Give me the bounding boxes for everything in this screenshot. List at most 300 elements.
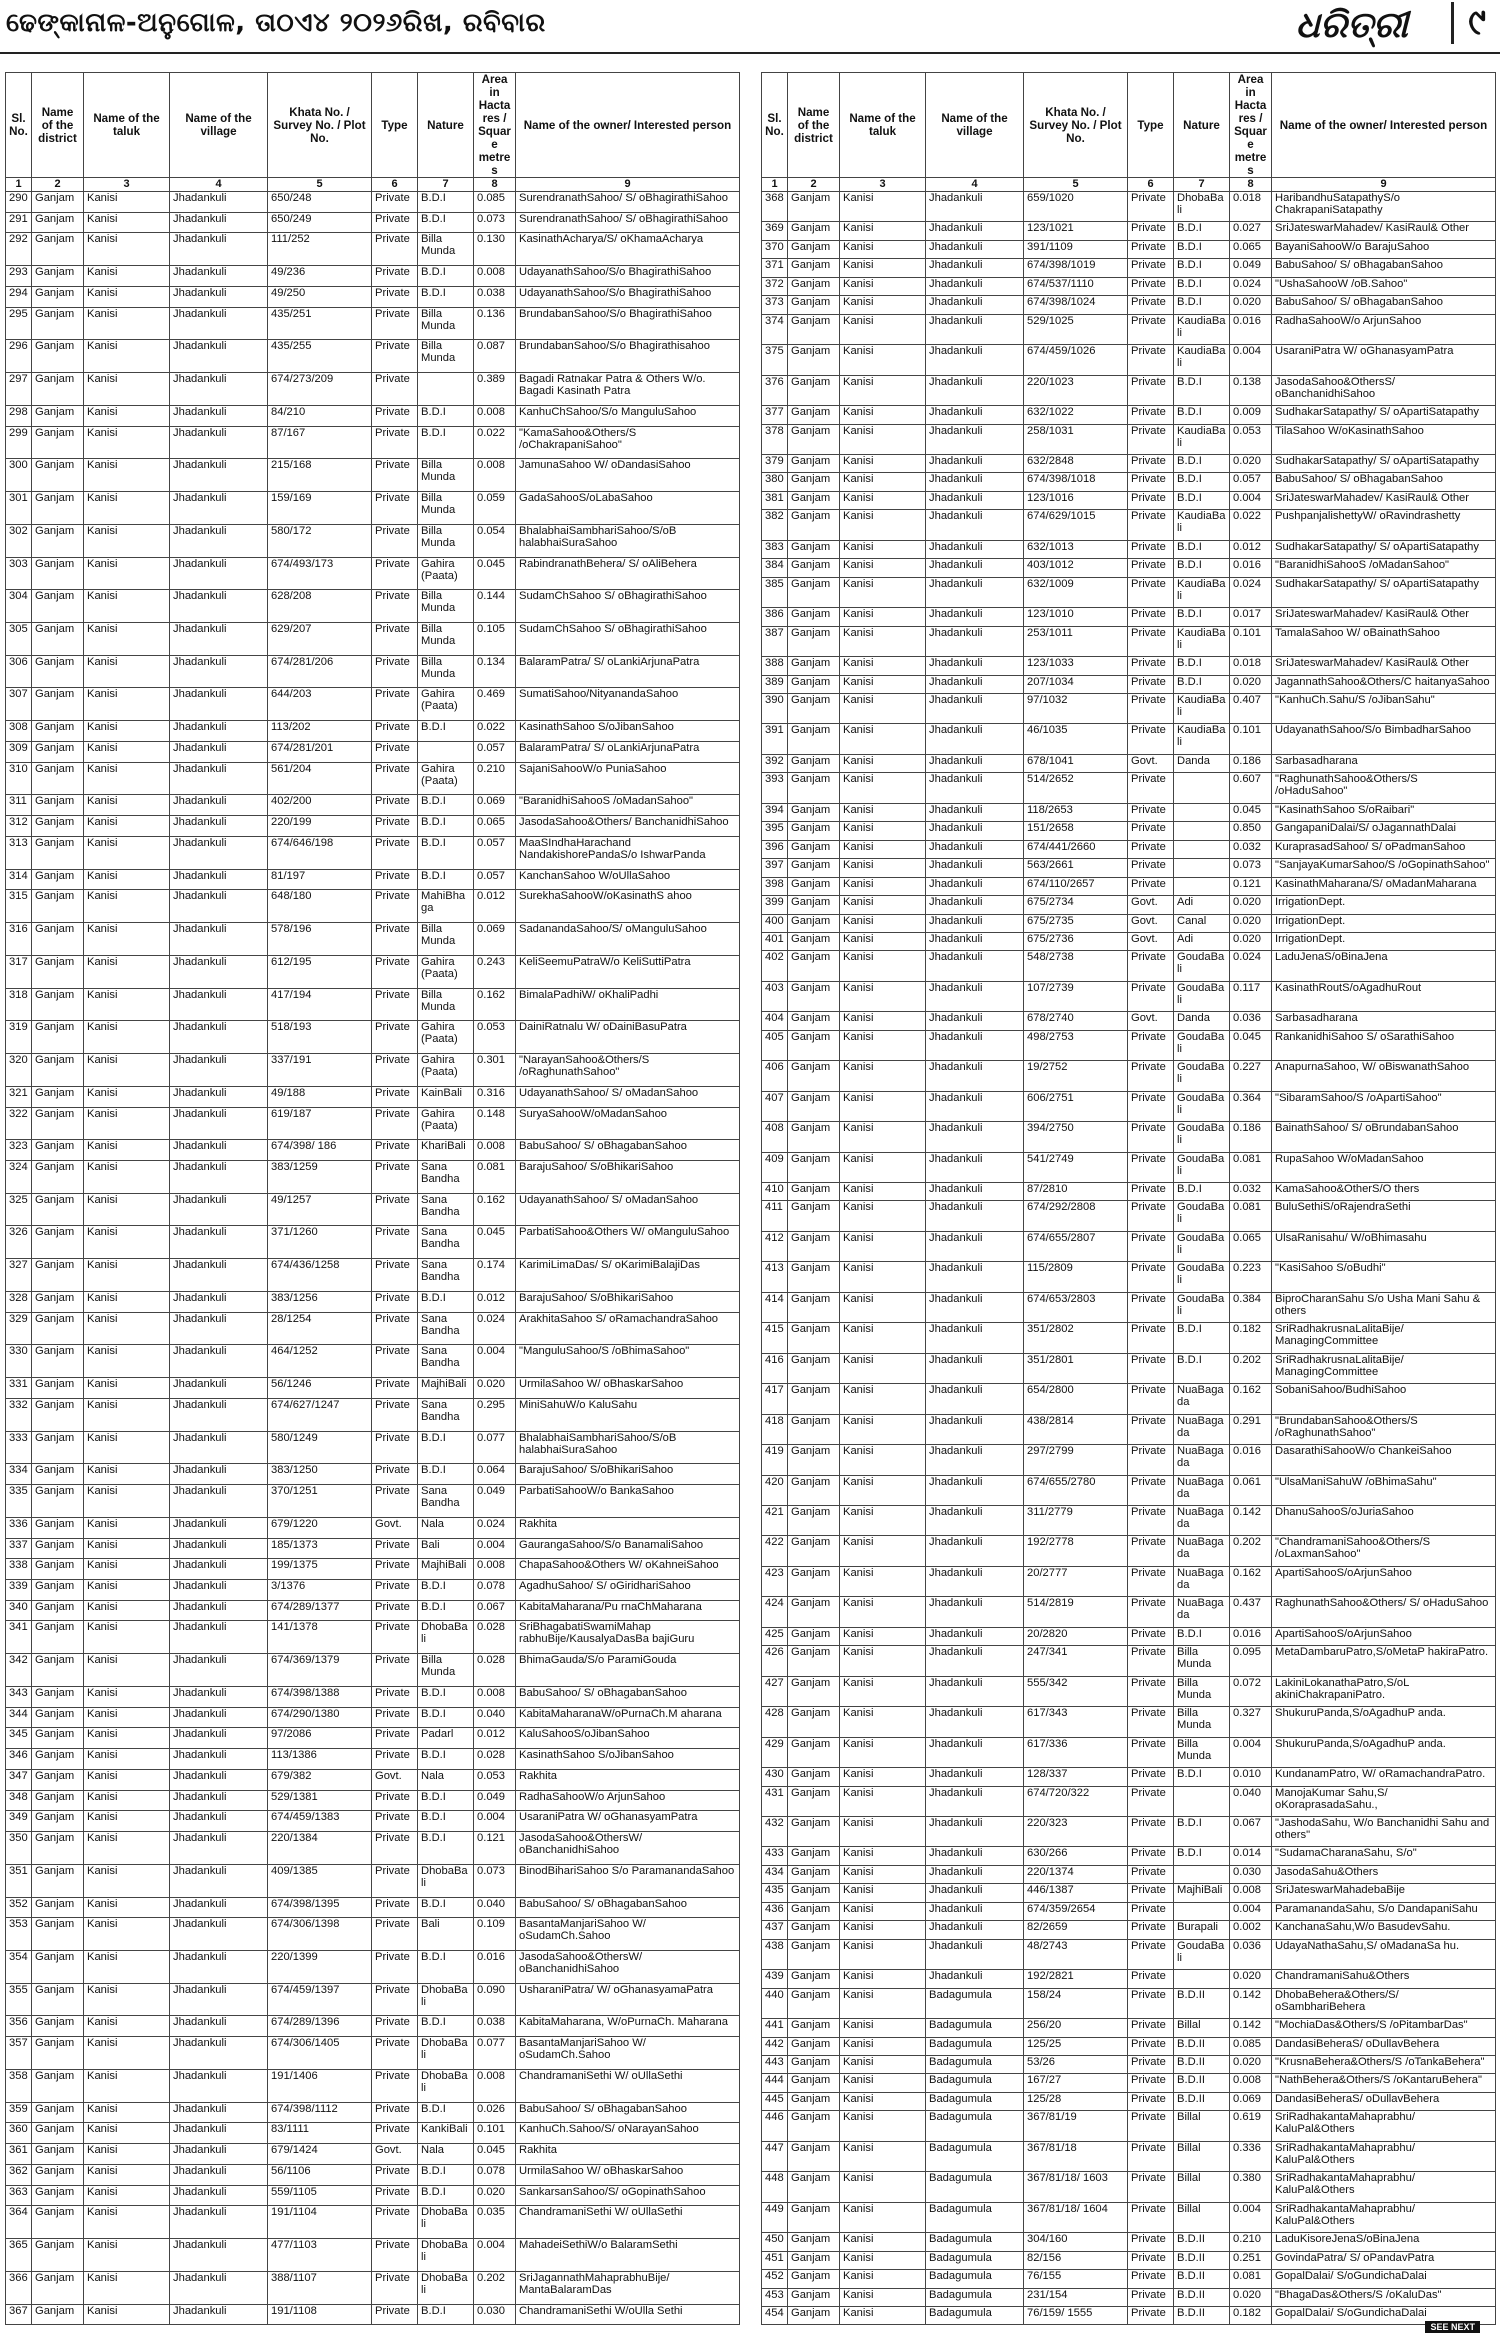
cell-nature: B.D.I	[418, 816, 474, 837]
cell-district: Ganjam	[788, 406, 840, 424]
cell-nature: Bali	[418, 1538, 474, 1559]
cell-slno: 388	[762, 657, 788, 675]
cell-slno: 377	[762, 406, 788, 424]
cell-village: Jhadankuli	[926, 754, 1024, 772]
cell-owner: SudamChSahoo S/ oBhagirathiSahoo	[516, 590, 740, 623]
cell-khata: 394/2750	[1024, 1122, 1128, 1152]
cell-khata: 191/1108	[268, 2304, 372, 2325]
cell-taluk: Kanisi	[840, 491, 926, 509]
cell-type: Private	[1128, 2233, 1174, 2251]
cell-taluk: Kanisi	[840, 1884, 926, 1902]
cell-owner: ParbatiSahooW/o BankaSahoo	[516, 1485, 740, 1518]
table-row	[762, 1768, 1496, 1786]
column-number-row	[6, 178, 740, 192]
cell-owner: ShukuruPanda,S/oAgadhuP anda.	[1272, 1707, 1496, 1737]
cell-village: Jhadankuli	[170, 1021, 268, 1054]
cell-taluk: Kanisi	[840, 1566, 926, 1596]
cell-nature: B.D.II	[1174, 2092, 1230, 2110]
cell-district: Ganjam	[788, 1323, 840, 1353]
cell-taluk: Kanisi	[840, 1707, 926, 1737]
cell-type: Private	[1128, 2202, 1174, 2232]
cell-area: 0.020	[1230, 896, 1272, 914]
table-row	[6, 1291, 740, 1312]
cell-khata: 674/273/209	[268, 373, 372, 406]
cell-village: Jhadankuli	[170, 1193, 268, 1226]
land-table-right	[761, 72, 1496, 2325]
cell-village: Jhadankuli	[170, 2069, 268, 2102]
table-row	[6, 1864, 740, 1897]
cell-taluk: Kanisi	[84, 890, 170, 923]
cell-type: Private	[1128, 345, 1174, 375]
cell-taluk: Kanisi	[84, 741, 170, 762]
cell-village: Jhadankuli	[926, 822, 1024, 840]
cell-owner: JasodaSahu&Others	[1272, 1865, 1496, 1883]
table-row	[762, 2055, 1496, 2073]
cell-owner: "ManguluSahoo/S /oBhimaSahoo"	[516, 1345, 740, 1378]
cell-area: 0.162	[474, 1193, 516, 1226]
cell-owner: SriJateswarMahadev/ KasiRaul& Other	[1272, 608, 1496, 626]
cell-nature: NuaBagada	[1174, 1536, 1230, 1566]
cell-type: Private	[372, 955, 418, 988]
table-row	[6, 233, 740, 266]
header-taluk: Name of the taluk	[840, 73, 926, 178]
cell-type: Private	[372, 373, 418, 406]
cell-slno: 427	[762, 1676, 788, 1706]
cell-area: 0.012	[1230, 540, 1272, 558]
cell-owner: GangapaniDalai/S/ oJagannathDalai	[1272, 822, 1496, 840]
cell-village: Jhadankuli	[170, 192, 268, 213]
cell-owner: UdayanathSahoo/ S/ oMadanSahoo	[516, 1193, 740, 1226]
table-row	[6, 2102, 740, 2123]
cell-slno: 370	[762, 240, 788, 258]
cell-taluk: Kanisi	[840, 2055, 926, 2073]
cell-area: 0.077	[474, 2037, 516, 2070]
cell-owner: JagannathSahoo&Others/C haitanyaSahoo	[1272, 675, 1496, 693]
cell-nature: GoudaBali	[1174, 1201, 1230, 1231]
cell-khata: 87/167	[268, 426, 372, 459]
table-row	[6, 1464, 740, 1485]
table-row	[6, 286, 740, 307]
cell-owner: MiniSahuW/o KaluSahu	[516, 1398, 740, 1431]
cell-nature: B.D.I	[1174, 1353, 1230, 1383]
cell-khata: 529/1381	[268, 1790, 372, 1811]
table-row	[762, 424, 1496, 454]
header-area: Area in Hactares / Square metres	[1230, 73, 1272, 178]
cell-khata: 185/1373	[268, 1538, 372, 1559]
cell-slno: 364	[6, 2206, 32, 2239]
cell-owner: SriJateswarMahadev/ KasiRaul& Other	[1272, 222, 1496, 240]
cell-taluk: Kanisi	[840, 2141, 926, 2171]
cell-nature: Billa Munda	[418, 233, 474, 266]
cell-area: 0.850	[1230, 822, 1272, 840]
cell-nature: B.D.I	[1174, 240, 1230, 258]
cell-owner: BabuSahoo/ S/ oBhagabanSahoo	[1272, 259, 1496, 277]
cell-khata: 304/160	[1024, 2233, 1128, 2251]
cell-nature: B.D.I	[1174, 1323, 1230, 1353]
cell-district: Ganjam	[788, 2092, 840, 2110]
cell-taluk: Kanisi	[840, 1384, 926, 1414]
cell-district: Ganjam	[788, 1445, 840, 1475]
cell-khata: 125/28	[1024, 2092, 1128, 2110]
cell-village: Jhadankuli	[170, 2123, 268, 2144]
cell-district: Ganjam	[32, 492, 84, 525]
cell-slno: 307	[6, 688, 32, 721]
table-row	[762, 2288, 1496, 2306]
cell-khata: 56/1106	[268, 2164, 372, 2185]
table-row	[6, 955, 740, 988]
cell-area: 0.014	[1230, 1847, 1272, 1865]
cell-khata: 46/1035	[1024, 724, 1128, 754]
cell-taluk: Kanisi	[840, 473, 926, 491]
header-nature: Nature	[1174, 73, 1230, 178]
cell-type: Private	[1128, 1091, 1174, 1121]
cell-district: Ganjam	[788, 314, 840, 344]
cell-khata: 123/1010	[1024, 608, 1128, 626]
cell-owner: BainathSahoo/ S/ oBrundabanSahoo	[1272, 1122, 1496, 1152]
cell-taluk: Kanisi	[840, 773, 926, 803]
cell-district: Ganjam	[788, 1152, 840, 1182]
cell-khata: 675/2736	[1024, 932, 1128, 950]
cell-area: 0.010	[1230, 1768, 1272, 1786]
cell-nature: Sana Bandha	[418, 1226, 474, 1259]
cell-nature: Adi	[1174, 932, 1230, 950]
cell-taluk: Kanisi	[84, 1485, 170, 1518]
cell-nature	[1174, 1902, 1230, 1920]
cell-type: Private	[1128, 1676, 1174, 1706]
cell-nature: B.D.I	[418, 192, 474, 213]
cell-nature: B.D.II	[1174, 2233, 1230, 2251]
cell-owner: ApartiSahooS/oArjunSahoo	[1272, 1627, 1496, 1645]
cell-type: Govt.	[1128, 914, 1174, 932]
cell-khata: 674/306/1405	[268, 2037, 372, 2070]
table-row	[6, 869, 740, 890]
cell-type: Private	[1128, 1597, 1174, 1627]
table-row	[6, 623, 740, 656]
cell-nature: Nala	[418, 1769, 474, 1790]
cell-village: Badagumula	[926, 2055, 1024, 2073]
cell-village: Jhadankuli	[926, 1817, 1024, 1847]
cell-area: 0.045	[474, 2144, 516, 2165]
cell-owner: DandasiBeheraS/ oDullavBehera	[1272, 2037, 1496, 2055]
cell-village: Jhadankuli	[926, 1262, 1024, 1292]
cell-nature: B.D.I	[1174, 1627, 1230, 1645]
cell-khata: 383/1259	[268, 1160, 372, 1193]
cell-owner: KarimiLimaDas/ S/ oKarimiBalajiDas	[516, 1259, 740, 1292]
cell-nature: GoudaBali	[1174, 951, 1230, 981]
cell-nature: B.D.I	[1174, 675, 1230, 693]
cell-village: Jhadankuli	[926, 626, 1024, 656]
cell-taluk: Kanisi	[840, 1292, 926, 1322]
cell-khata: 679/382	[268, 1769, 372, 1790]
cell-district: Ganjam	[32, 340, 84, 373]
cell-type: Private	[372, 1728, 418, 1749]
cell-taluk: Kanisi	[84, 1897, 170, 1918]
cell-district: Ganjam	[788, 1939, 840, 1969]
cell-area: 0.121	[474, 1832, 516, 1865]
cell-khata: 123/1033	[1024, 657, 1128, 675]
table-row	[6, 2206, 740, 2239]
cell-village: Jhadankuli	[926, 693, 1024, 723]
cell-khata: 650/249	[268, 212, 372, 233]
cell-area: 0.020	[1230, 932, 1272, 950]
cell-taluk: Kanisi	[84, 1345, 170, 1378]
cell-nature: MajhiBali	[1174, 1884, 1230, 1902]
cell-village: Jhadankuli	[926, 896, 1024, 914]
cell-taluk: Kanisi	[84, 795, 170, 816]
cell-nature: Gahira (Paata)	[418, 955, 474, 988]
table-row	[762, 2092, 1496, 2110]
cell-type: Private	[372, 1832, 418, 1865]
cell-nature: Padarl	[418, 1728, 474, 1749]
cell-district: Ganjam	[32, 1464, 84, 1485]
cell-district: Ganjam	[32, 1686, 84, 1707]
cell-type: Private	[372, 1790, 418, 1811]
cell-type: Private	[372, 1951, 418, 1984]
table-row	[762, 1865, 1496, 1883]
cell-khata: 674/292/2808	[1024, 1201, 1128, 1231]
cell-district: Ganjam	[32, 1864, 84, 1897]
cell-type: Private	[372, 1600, 418, 1621]
cell-nature: Sana Bandha	[418, 1259, 474, 1292]
cell-type: Private	[1128, 2306, 1174, 2324]
cell-slno: 317	[6, 955, 32, 988]
table-row	[762, 1414, 1496, 1444]
table-body-right	[762, 192, 1496, 2325]
cell-taluk: Kanisi	[840, 1597, 926, 1627]
cell-type: Private	[372, 1864, 418, 1897]
cell-village: Jhadankuli	[170, 1517, 268, 1538]
cell-nature: NuaBagada	[1174, 1566, 1230, 1596]
cell-type: Private	[372, 192, 418, 213]
table-row	[6, 1086, 740, 1107]
cell-type: Private	[1128, 1768, 1174, 1786]
cell-owner: SajaniSahooW/o PuniaSahoo	[516, 762, 740, 795]
cell-district: Ganjam	[788, 1012, 840, 1030]
cell-owner: SumatiSahoo/NityanandaSahoo	[516, 688, 740, 721]
cell-village: Jhadankuli	[170, 1378, 268, 1399]
cell-slno: 347	[6, 1769, 32, 1790]
cell-owner: RankanidhiSahoo S/ oSarathiSahoo	[1272, 1030, 1496, 1060]
cell-khata: 674/459/1026	[1024, 345, 1128, 375]
cell-village: Jhadankuli	[926, 1292, 1024, 1322]
table-row	[762, 896, 1496, 914]
cell-khata: 53/26	[1024, 2055, 1128, 2073]
cell-nature: DhobaBali	[418, 2069, 474, 2102]
cell-type: Private	[1128, 491, 1174, 509]
cell-nature: B.D.I	[418, 1431, 474, 1464]
cell-area: 0.008	[1230, 1884, 1272, 1902]
cell-taluk: Kanisi	[84, 1312, 170, 1345]
cell-type: Private	[372, 405, 418, 426]
cell-area: 0.186	[1230, 1122, 1272, 1152]
cell-owner: "ChandramaniSahoo&Others/S /oLaxmanSahoo"	[1272, 1536, 1496, 1566]
cell-taluk: Kanisi	[840, 2306, 926, 2324]
cell-taluk: Kanisi	[840, 1737, 926, 1767]
cell-owner: KasinathMaharana/S/ oMadanMaharana	[1272, 877, 1496, 895]
cell-district: Ganjam	[788, 1183, 840, 1201]
cell-nature: Nala	[418, 2144, 474, 2165]
cell-taluk: Kanisi	[84, 1864, 170, 1897]
cell-khata: 674/110/2657	[1024, 877, 1128, 895]
cell-taluk: Kanisi	[84, 2102, 170, 2123]
table-row	[6, 1398, 740, 1431]
table-row	[6, 340, 740, 373]
cell-slno: 334	[6, 1464, 32, 1485]
cell-area: 0.020	[1230, 675, 1272, 693]
cell-district: Ganjam	[788, 2019, 840, 2037]
cell-district: Ganjam	[788, 1566, 840, 1596]
cell-district: Ganjam	[32, 1485, 84, 1518]
cell-area: 0.032	[1230, 840, 1272, 858]
cell-type: Private	[372, 816, 418, 837]
table-row	[762, 1817, 1496, 1847]
header-type: Type	[1128, 73, 1174, 178]
cell-village: Jhadankuli	[926, 675, 1024, 693]
cell-area: 0.065	[1230, 1231, 1272, 1261]
cell-district: Ganjam	[788, 2141, 840, 2171]
cell-owner: DainiRatnalu W/ oDainiBasuPatra	[516, 1021, 740, 1054]
cell-taluk: Kanisi	[84, 988, 170, 1021]
cell-area: 0.004	[1230, 2202, 1272, 2232]
cell-village: Jhadankuli	[926, 608, 1024, 626]
table-row	[762, 296, 1496, 314]
cell-area: 0.090	[474, 1983, 516, 2016]
cell-village: Jhadankuli	[170, 1291, 268, 1312]
cell-taluk: Kanisi	[840, 2172, 926, 2202]
cell-type: Private	[372, 1345, 418, 1378]
table-row	[6, 459, 740, 492]
cell-area: 0.065	[1230, 240, 1272, 258]
header-village: Name of the village	[170, 73, 268, 178]
cell-district: Ganjam	[32, 1790, 84, 1811]
cell-khata: 402/200	[268, 795, 372, 816]
cell-village: Jhadankuli	[926, 491, 1024, 509]
cell-area: 0.251	[1230, 2251, 1272, 2269]
cell-nature: B.D.I	[418, 2304, 474, 2325]
cell-owner: "KrusnaBehera&Others/S /oTankaBehera"	[1272, 2055, 1496, 2073]
cell-village: Jhadankuli	[926, 657, 1024, 675]
cell-khata: 674/398/1024	[1024, 296, 1128, 314]
cell-khata: 49/250	[268, 286, 372, 307]
cell-district: Ganjam	[788, 2288, 840, 2306]
cell-taluk: Kanisi	[84, 1538, 170, 1559]
cell-owner: GovindaPatra/ S/ oPandavPatra	[1272, 2251, 1496, 2269]
cell-nature: B.D.I	[418, 2102, 474, 2123]
cell-slno: 330	[6, 1345, 32, 1378]
cell-village: Badagumula	[926, 2074, 1024, 2092]
cell-village: Jhadankuli	[926, 1323, 1024, 1353]
column-number-row	[762, 178, 1496, 192]
cell-taluk: Kanisi	[840, 1353, 926, 1383]
cell-village: Jhadankuli	[170, 1579, 268, 1600]
cell-type: Private	[372, 307, 418, 340]
cell-taluk: Kanisi	[84, 1431, 170, 1464]
cell-type: Private	[1128, 1536, 1174, 1566]
cell-nature: GoudaBali	[1174, 1122, 1230, 1152]
cell-nature: B.D.I	[1174, 491, 1230, 509]
cell-type: Private	[1128, 1707, 1174, 1737]
cell-type: Private	[372, 1811, 418, 1832]
cell-slno: 437	[762, 1921, 788, 1939]
cell-type: Private	[1128, 1939, 1174, 1969]
cell-khata: 498/2753	[1024, 1030, 1128, 1060]
cell-village: Jhadankuli	[926, 540, 1024, 558]
cell-village: Jhadankuli	[926, 1970, 1024, 1988]
table-row	[6, 688, 740, 721]
cell-district: Ganjam	[788, 577, 840, 607]
cell-district: Ganjam	[32, 1749, 84, 1770]
cell-taluk: Kanisi	[840, 608, 926, 626]
cell-district: Ganjam	[788, 1768, 840, 1786]
cell-area: 0.036	[1230, 1012, 1272, 1030]
cell-taluk: Kanisi	[840, 1262, 926, 1292]
cell-taluk: Kanisi	[840, 1939, 926, 1969]
cell-owner: KasinathAcharya/S/ oKhamaAcharya	[516, 233, 740, 266]
cell-slno: 376	[762, 375, 788, 405]
cell-owner: SuryaSahooW/oMadanSahoo	[516, 1107, 740, 1140]
cell-area: 0.004	[474, 1538, 516, 1559]
cell-village: Jhadankuli	[170, 1259, 268, 1292]
cell-area: 0.389	[474, 373, 516, 406]
cell-owner: ChandramaniSethi W/oUlla Sethi	[516, 2304, 740, 2325]
cell-district: Ganjam	[32, 1832, 84, 1865]
cell-slno: 344	[6, 1707, 32, 1728]
cell-area: 0.291	[1230, 1414, 1272, 1444]
cell-nature: Billa Munda	[418, 492, 474, 525]
cell-nature: KaudiaBali	[1174, 345, 1230, 375]
cell-slno: 401	[762, 932, 788, 950]
cell-khata: 435/255	[268, 340, 372, 373]
table-row	[762, 1627, 1496, 1645]
cell-type: Private	[1128, 1902, 1174, 1920]
cell-nature: Sana Bandha	[418, 1345, 474, 1378]
cell-khata: 97/2086	[268, 1728, 372, 1749]
cell-type: Private	[372, 836, 418, 869]
cell-type: Private	[1128, 540, 1174, 558]
cell-area: 0.227	[1230, 1061, 1272, 1091]
cell-taluk: Kanisi	[84, 1600, 170, 1621]
cell-district: Ganjam	[788, 491, 840, 509]
cell-village: Jhadankuli	[170, 1086, 268, 1107]
cell-area: 0.182	[1230, 2306, 1272, 2324]
cell-slno: 309	[6, 741, 32, 762]
cell-slno: 380	[762, 473, 788, 491]
cell-type: Private	[372, 1707, 418, 1728]
cell-nature: Billal	[1174, 2019, 1230, 2037]
cell-village: Jhadankuli	[170, 2206, 268, 2239]
cell-owner: SriJagannathMahaprabhuBije/ MantaBalaramDas	[516, 2271, 740, 2304]
cell-slno: 453	[762, 2288, 788, 2306]
cell-slno: 363	[6, 2185, 32, 2206]
cell-owner: KabitaMaharana/Pu rnaChMaharana	[516, 1600, 740, 1621]
cell-nature: B.D.II	[1174, 2074, 1230, 2092]
table-row	[762, 1939, 1496, 1969]
cell-nature: Gahira (Paata)	[418, 762, 474, 795]
cell-nature: Billa Munda	[418, 459, 474, 492]
cell-district: Ganjam	[32, 1259, 84, 1292]
cell-slno: 306	[6, 655, 32, 688]
cell-area: 0.081	[1230, 2270, 1272, 2288]
cell-slno: 297	[6, 373, 32, 406]
cell-type: Private	[372, 1485, 418, 1518]
cell-nature: Danda	[1174, 1012, 1230, 1030]
cell-taluk: Kanisi	[84, 1686, 170, 1707]
cell-nature: Gahira (Paata)	[418, 1021, 474, 1054]
cell-taluk: Kanisi	[84, 1398, 170, 1431]
cell-khata: 678/1041	[1024, 754, 1128, 772]
cell-slno: 398	[762, 877, 788, 895]
cell-slno: 331	[6, 1378, 32, 1399]
